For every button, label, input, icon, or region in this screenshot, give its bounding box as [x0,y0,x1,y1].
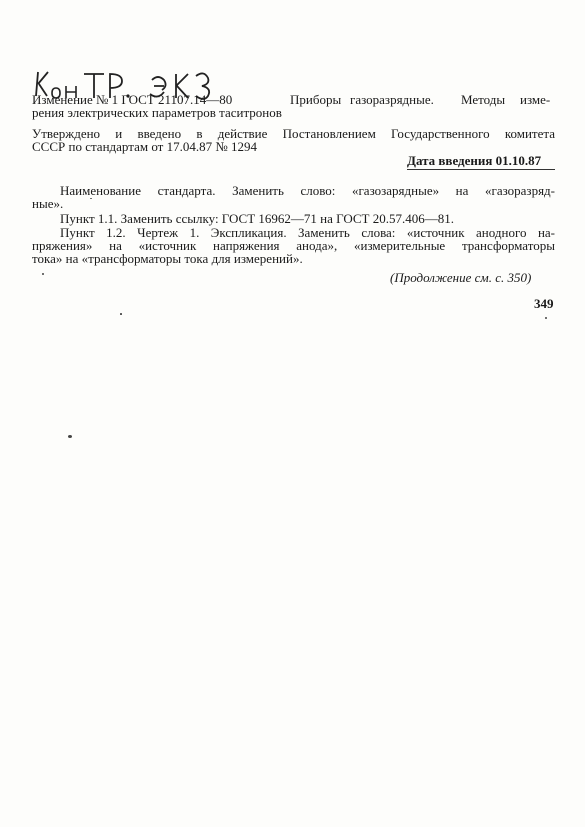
approval-line-1: Утверждено и введено в действие Постановлением Государственного комитета [32,126,555,141]
header-title-word-2: газоразрядные. [350,92,434,107]
scan-speck [545,317,547,319]
paragraph-3-line-1: Пункт 1.2. Чертеж 1. Экспликация. Заменить слова: «источник анодного на- [60,225,555,240]
effective-date-underline [407,169,555,170]
header-title-word-4: изме- [520,92,551,107]
approval-line-2: СССР по стандартам от 17.04.87 № 1294 [32,139,257,154]
paragraph-3-line-2: пряжения» на «источник напряжения анода», «измерительные трансформаторы [32,238,555,253]
paragraph-1-line-2: ные». [32,196,64,211]
page-number: 349 [534,296,554,311]
paragraph-2-line-1: Пункт 1.1. Заменить ссылку: ГОСТ 16962—71 на ГОСТ 20.57.406—81. [60,211,454,226]
standard-reference: Изменение № 1 ГОСТ 21107.14—80 [32,92,233,107]
header-title-word-3: Методы [461,92,506,107]
paragraph-3-line-3: тока» на «трансформаторы тока для измерений». [32,251,303,266]
scan-speck [90,198,92,199]
effective-date: Дата введения 01.10.87 [407,153,542,168]
header-line-2: рения электрических параметров таситронов [32,105,282,120]
header-title-word-1: Приборы [290,92,342,107]
continuation-note: (Продолжение см. с. 350) [390,270,532,285]
paragraph-1-line-1: Наименование стандарта. Заменить слово: «газозарядные» на «газоразряд- [60,183,555,198]
scan-speck [42,273,44,275]
scan-speck [120,313,122,315]
scan-speck [68,435,72,438]
